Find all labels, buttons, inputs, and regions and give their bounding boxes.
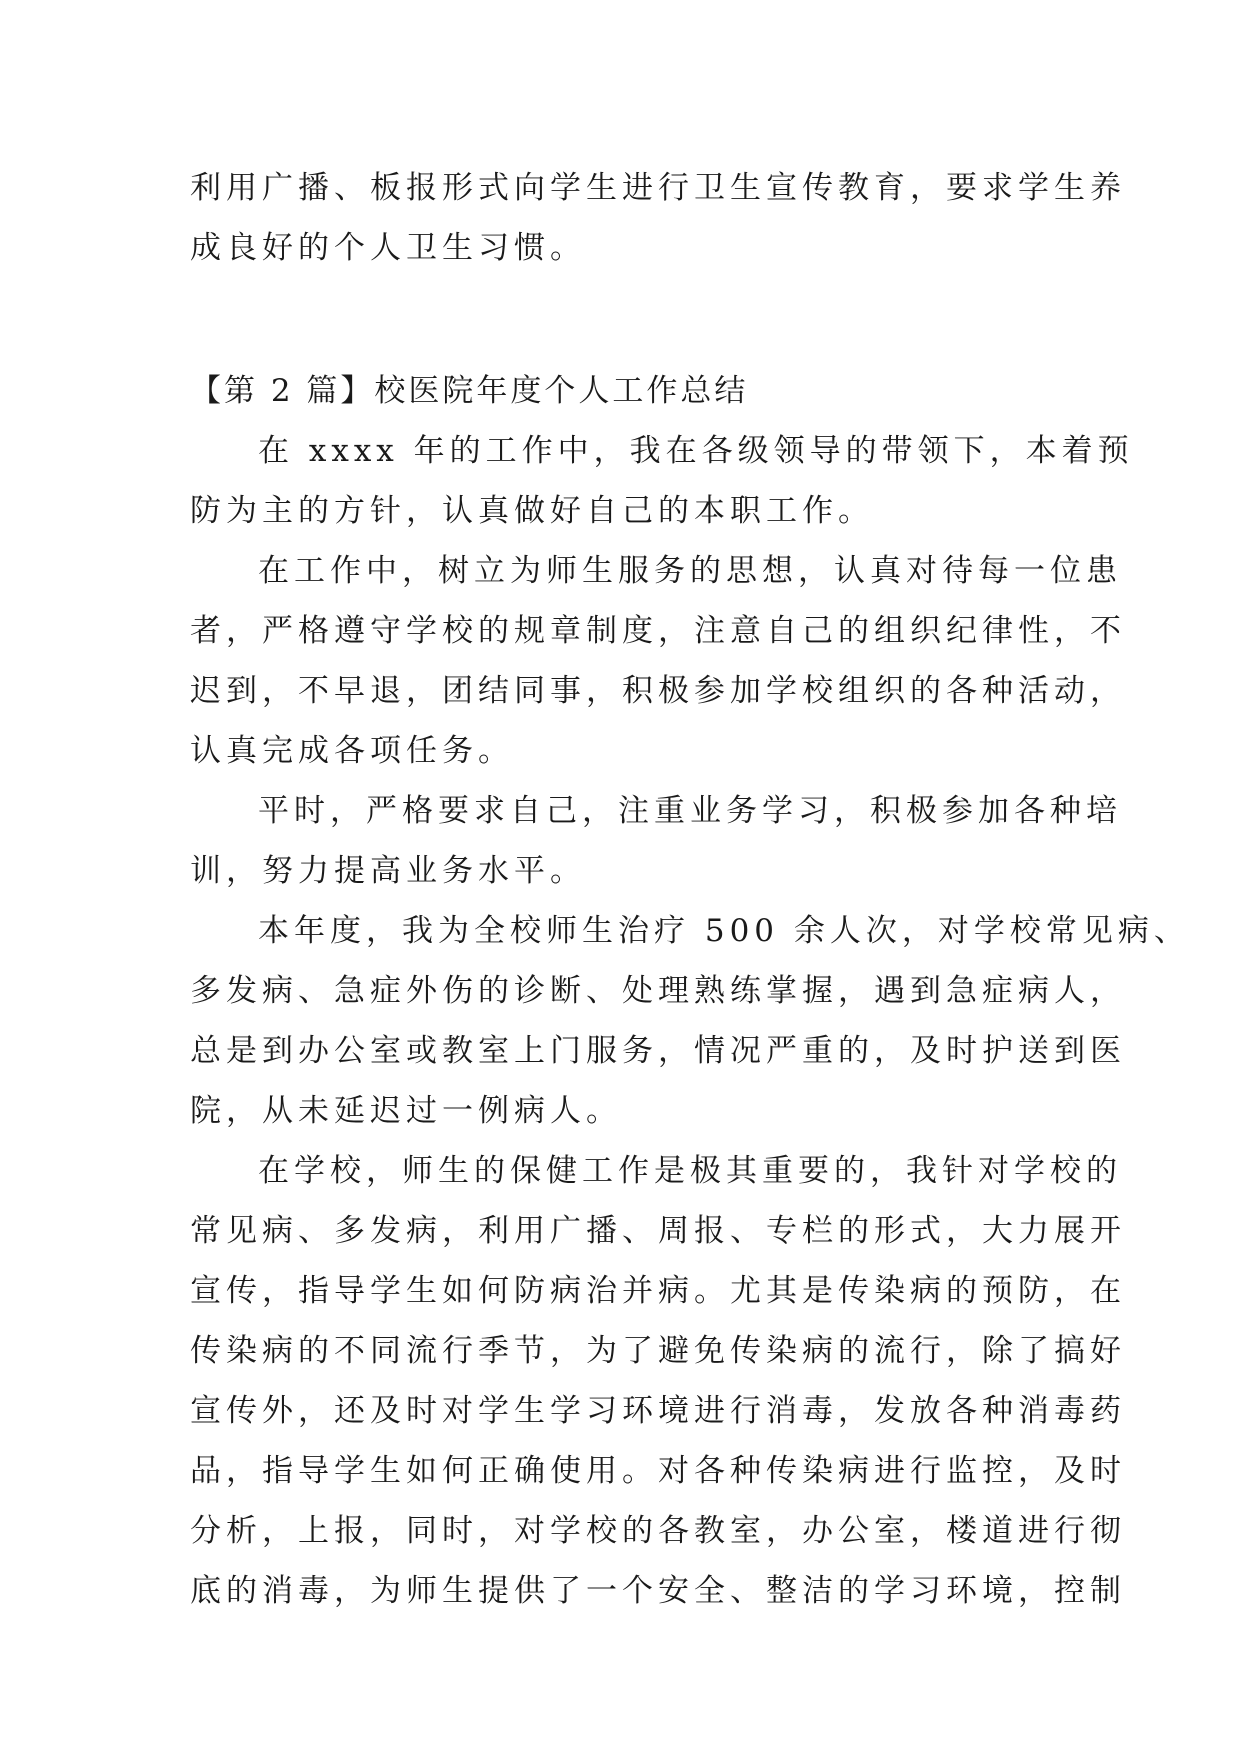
text-line: 训，努力提高业务水平。 — [190, 853, 586, 889]
text-line: 宣传，指导学生如何防病治并病。尤其是传染病的预防，在 — [190, 1273, 1126, 1309]
text-line: 在学校，师生的保健工作是极其重要的，我针对学校的 — [258, 1153, 1122, 1189]
text-line: 多发病、急症外伤的诊断、处理熟练掌握，遇到急症病人， — [190, 973, 1126, 1009]
text-line: 防为主的方针，认真做好自己的本职工作。 — [190, 493, 874, 529]
intro-paragraph — [190, 158, 1126, 278]
text-line: 分析，上报，同时，对学校的各教室，办公室，楼道进行彻 — [190, 1513, 1126, 1549]
text-line: 院，从未延迟过一例病人。 — [190, 1093, 622, 1129]
paragraph-2 — [190, 541, 1126, 781]
text-line: 平时，严格要求自己，注重业务学习，积极参加各种培 — [258, 793, 1122, 829]
text-line: 在 xxxx 年的工作中，我在各级领导的带领下，本着预 — [258, 433, 1134, 469]
text-line: 者，严格遵守学校的规章制度，注意自己的组织纪律性，不 — [190, 613, 1126, 649]
text-line: 底的消毒，为师生提供了一个安全、整洁的学习环境，控制 — [190, 1573, 1126, 1609]
text-line: 常见病、多发病，利用广播、周报、专栏的形式，大力展开 — [190, 1213, 1126, 1249]
text-line: 迟到，不早退，团结同事，积极参加学校组织的各种活动， — [190, 673, 1126, 709]
section-heading: 【第 2 篇】校医院年度个人工作总结 — [190, 373, 749, 409]
paragraph-5 — [190, 1141, 1126, 1621]
paragraph-4 — [190, 901, 1190, 1141]
text-line: 认真完成各项任务。 — [190, 733, 514, 769]
section-gap — [190, 278, 1052, 361]
paragraph-3 — [190, 781, 1122, 901]
text-line: 利用广播、板报形式向学生进行卫生宣传教育，要求学生养 — [190, 170, 1126, 206]
text-line: 在工作中，树立为师生服务的思想，认真对待每一位患 — [258, 553, 1122, 589]
text-line: 传染病的不同流行季节，为了避免传染病的流行，除了搞好 — [190, 1333, 1126, 1369]
text-line: 成良好的个人卫生习惯。 — [190, 230, 586, 266]
document-body — [190, 158, 1190, 1621]
text-line: 宣传外，还及时对学生学习环境进行消毒，发放各种消毒药 — [190, 1393, 1126, 1429]
text-line: 品，指导学生如何正确使用。对各种传染病进行监控，及时 — [190, 1453, 1126, 1489]
text-line: 总是到办公室或教室上门服务，情况严重的，及时护送到医 — [190, 1033, 1126, 1069]
text-line: 本年度，我为全校师生治疗 500 余人次，对学校常见病、 — [258, 913, 1190, 949]
paragraph-1 — [190, 421, 1134, 541]
